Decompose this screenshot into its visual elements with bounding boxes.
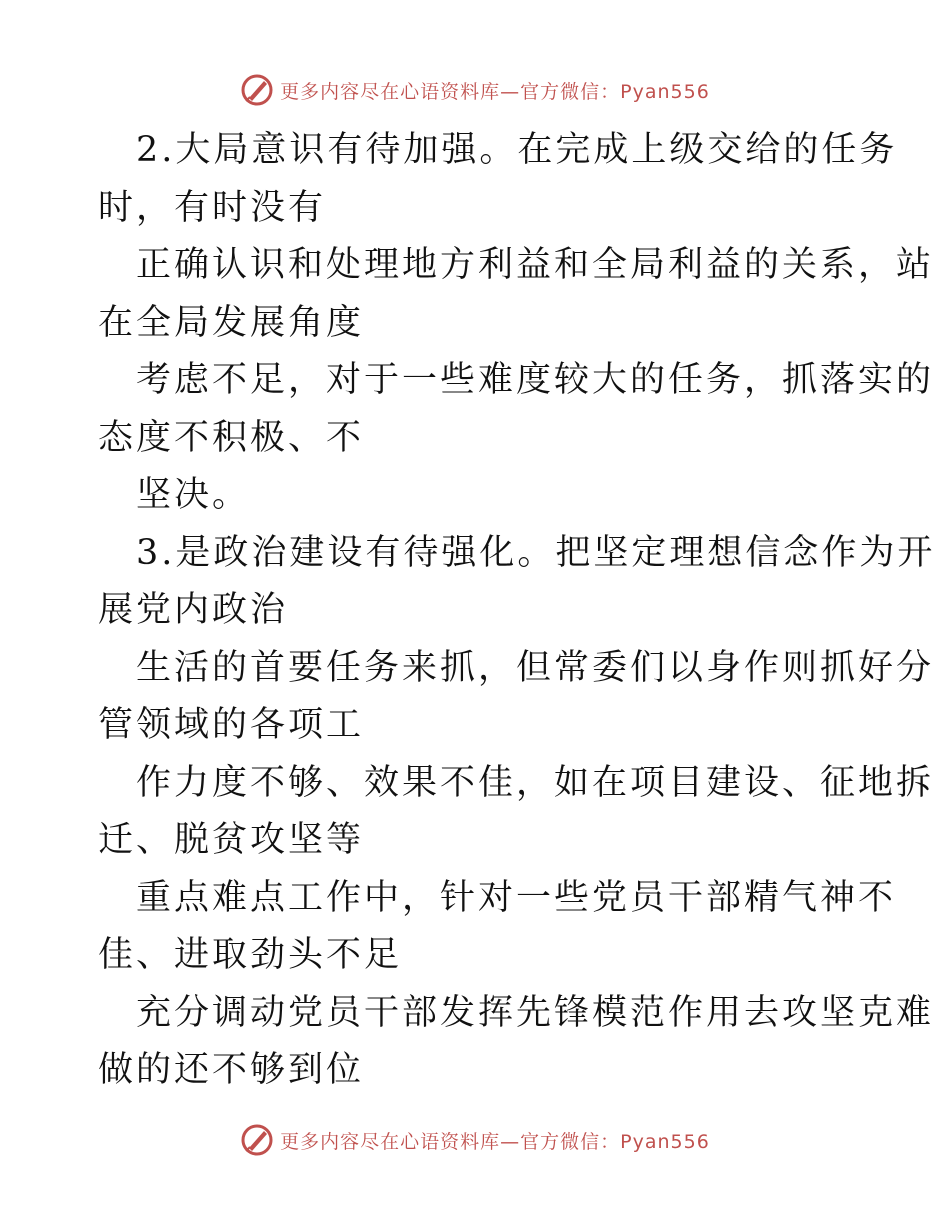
text-line: 坚决。 <box>136 475 251 515</box>
text-line: 态度不积极、不 <box>98 417 365 458</box>
text-line: 时，有时没有 <box>98 187 327 228</box>
text-line: 3.是政治建设有待强化。把坚定理想信念作为开 <box>136 532 936 573</box>
text-line: 做的还不够到位 <box>98 1050 365 1090</box>
text-line: 展党内政治 <box>98 590 289 630</box>
footer-banner <box>0 1120 950 1160</box>
quill-pen-logo-icon <box>240 1123 274 1157</box>
text-line: 2.大局意识有待加强。在完成上级交给的任务 <box>136 130 898 170</box>
header-banner-text: 更多内容尽在心语资料库—官方微信：Pyan556 <box>280 80 710 103</box>
text-line: 充分调动党员干部发挥先锋模范作用去攻坚克难 <box>136 992 935 1033</box>
footer-banner-text: 更多内容尽在心语资料库—官方微信：Pyan556 <box>280 1130 710 1153</box>
header-banner <box>0 70 950 110</box>
text-line: 在全局发展角度 <box>98 302 365 343</box>
text-line: 迁、脱贫攻坚等 <box>98 820 365 860</box>
text-line: 佳、进取劲头不足 <box>98 935 403 975</box>
quill-pen-logo-icon <box>240 73 274 107</box>
text-line: 作力度不够、效果不佳，如在项目建设、征地拆 <box>136 762 935 803</box>
text-line: 正确认识和处理地方利益和全局利益的关系，站 <box>136 245 935 285</box>
text-line: 生活的首要任务来抓，但常委们以身作则抓好分 <box>136 647 935 688</box>
text-line: 重点难点工作中，针对一些党员干部精气神不 <box>136 877 897 918</box>
document-body <box>98 122 936 1100</box>
text-line: 考虑不足，对于一些难度较大的任务，抓落实的 <box>136 360 935 400</box>
text-line: 管领域的各项工 <box>98 705 365 745</box>
